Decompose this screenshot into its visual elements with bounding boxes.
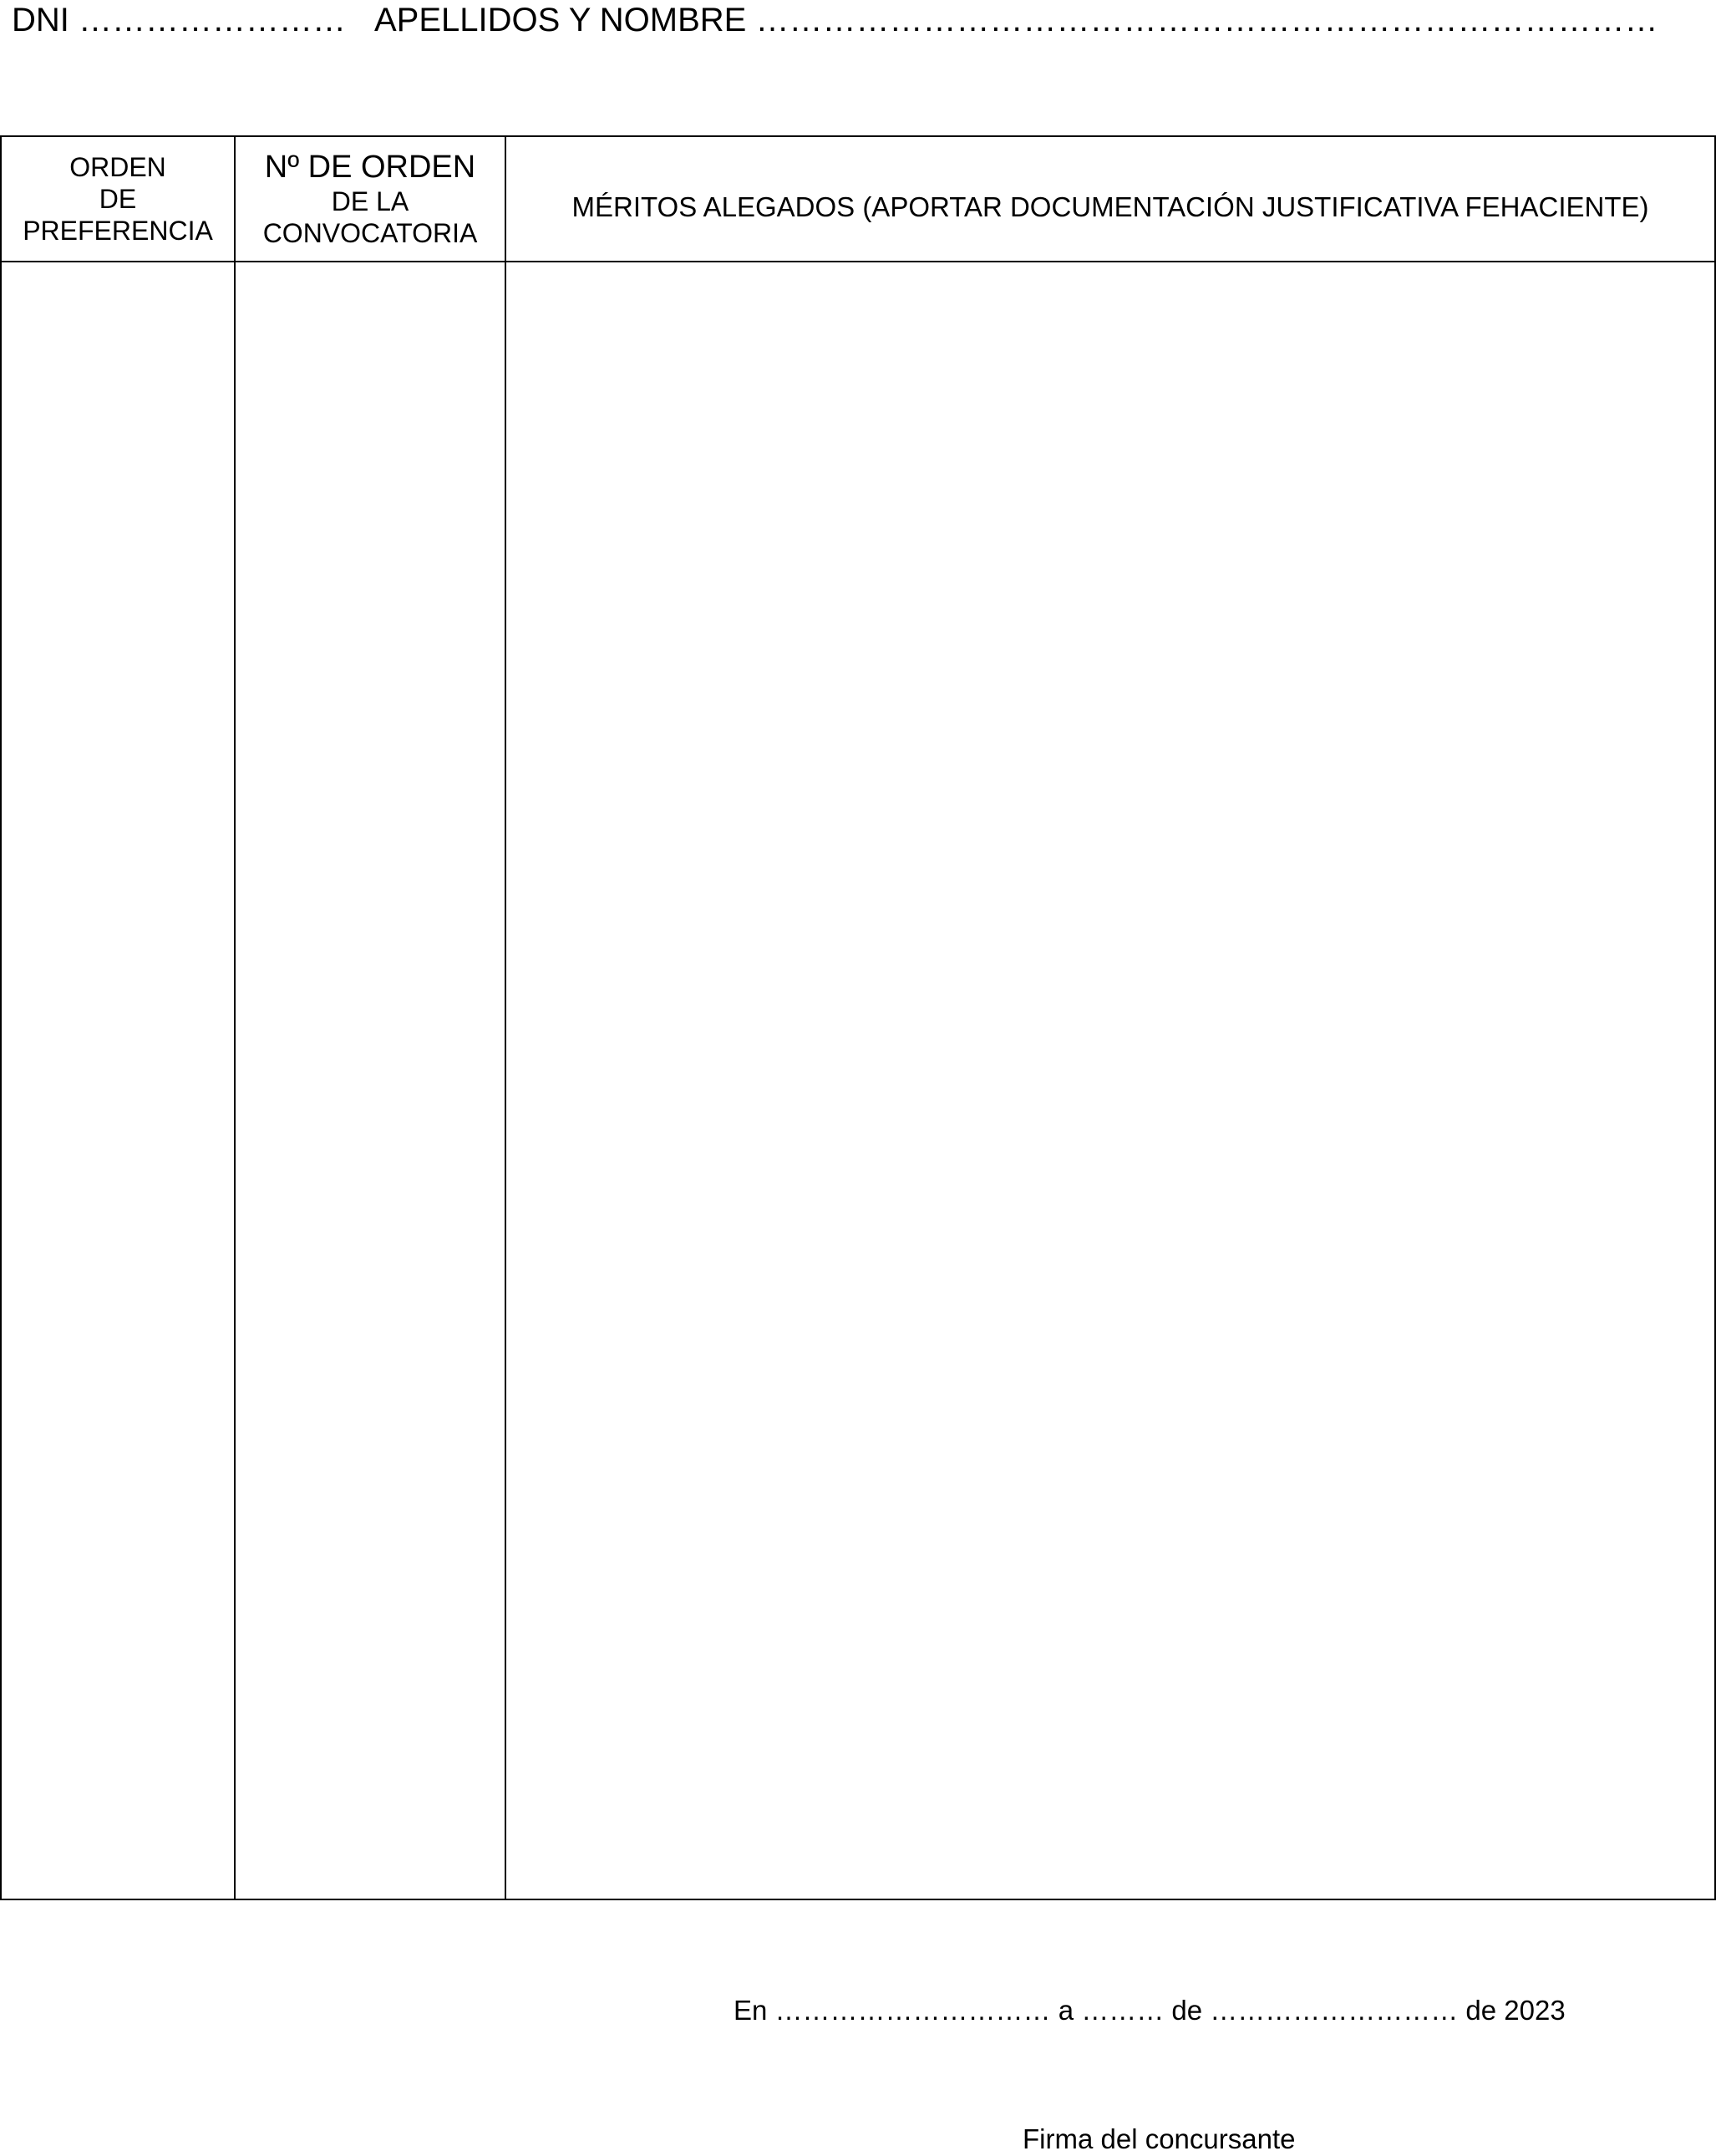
- merits-table: [0, 135, 1716, 1900]
- table-body-row: [1, 262, 1715, 1899]
- place-date-line[interactable]: En ………………………… a ……… de ……………………… de 2023: [734, 1995, 1566, 2026]
- signature-label: Firma del concursante: [1023, 2123, 1296, 2154]
- applicant-header: [12, 0, 1658, 40]
- column-header-merits: MÉRITOS ALEGADOS (APORTAR DOCUMENTACIÓN JUSTIFICATIVA FEHACIENTE): [505, 136, 1715, 262]
- preference-order-cell[interactable]: [1, 262, 235, 1899]
- column-header-call-order-number: Nº DE ORDEN DE LA CONVOCATORIA: [235, 136, 505, 262]
- dni-field-label[interactable]: DNI ……………………: [12, 2, 346, 38]
- call-order-number-cell[interactable]: [235, 262, 505, 1899]
- table-header-row: [1, 136, 1715, 262]
- column-header-preference-order: ORDEN DE PREFERENCIA: [1, 136, 235, 262]
- merits-cell[interactable]: [505, 262, 1715, 1899]
- full-name-field-label[interactable]: APELLIDOS Y NOMBRE ………………………………………………………………………: [374, 2, 1658, 38]
